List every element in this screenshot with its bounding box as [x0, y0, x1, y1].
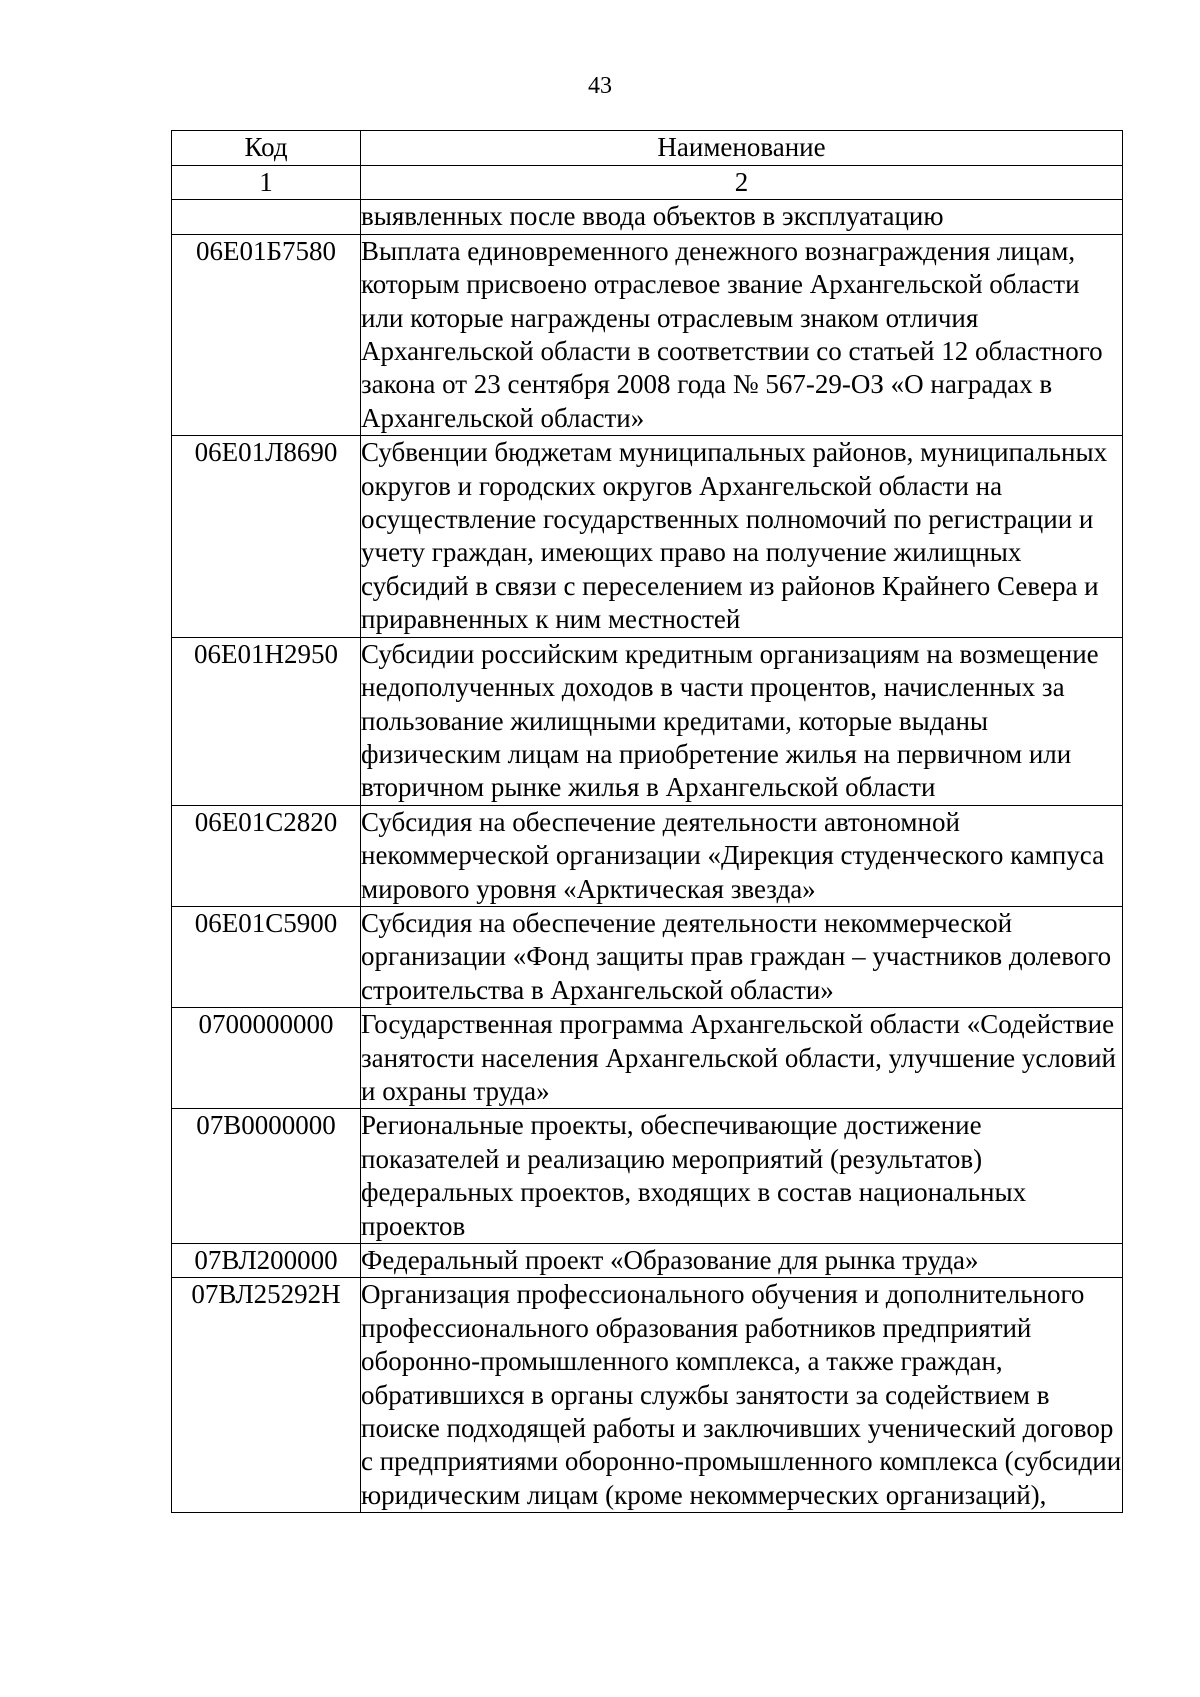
header-name: Наименование: [361, 131, 1123, 166]
row-name: Региональные проекты, обеспечивающие достижение показателей и реализацию мероприятий (результатов) федеральных проектов, входящих в состав национальных проектов: [361, 1109, 1123, 1244]
table-row: [172, 200, 1123, 234]
header-code: Код: [172, 131, 361, 166]
page-number: 43: [588, 73, 612, 99]
table-row: [172, 1244, 1123, 1278]
table-row: [172, 805, 1123, 906]
row-code: 07ВЛ25292Н: [172, 1278, 361, 1513]
column-number-name: 2: [361, 166, 1123, 200]
column-number-code: 1: [172, 166, 361, 200]
table-row: [172, 1008, 1123, 1109]
table-row: [172, 637, 1123, 805]
row-code: 07В0000000: [172, 1109, 361, 1244]
table-row: [172, 1109, 1123, 1244]
row-name: Федеральный проект «Образование для рынка труда»: [361, 1244, 1123, 1278]
row-code: 06Е01С5900: [172, 906, 361, 1007]
row-name: Субсидия на обеспечение деятельности некоммерческой организации «Фонд защиты прав граждан – участников долевого строительства в Архангельской области»: [361, 906, 1123, 1007]
row-code: 06Е01С2820: [172, 805, 361, 906]
row-code: 07ВЛ200000: [172, 1244, 361, 1278]
row-name: Выплата единовременного денежного вознаграждения лицам, которым присвоено отраслевое звание Архангельской области или которые награждены отраслевым знаком отличия Архангельской области в соответствии со статьей 12 областного закона от 23 сентября 2008 года № 567-29-ОЗ «О наградах в Архангельской области»: [361, 234, 1123, 435]
table-row: [172, 436, 1123, 637]
row-name: Государственная программа Архангельской области «Содействие занятости населения Архангельской области, улучшение условий и охраны труда»: [361, 1008, 1123, 1109]
row-code: [172, 200, 361, 234]
row-code: 0700000000: [172, 1008, 361, 1109]
row-name: Субсидия на обеспечение деятельности автономной некоммерческой организации «Дирекция студенческого кампуса мирового уровня «Арктическая звезда»: [361, 805, 1123, 906]
row-name: Организация профессионального обучения и дополнительного профессионального образования работников предприятий оборонно-промышленного комплекса, а также граждан, обратившихся в органы службы занятости за содействием в поиске подходящей работы и заключивших ученический договор с предприятиями оборонно-промышленного комплекса (субсидии юридическим лицам (кроме некоммерческих организаций),: [361, 1278, 1123, 1513]
column-number-row: [172, 166, 1123, 200]
table-header-row: [172, 131, 1123, 166]
row-code: 06Е01Н2950: [172, 637, 361, 805]
row-name: выявленных после ввода объектов в эксплуатацию: [361, 200, 1123, 234]
budget-code-table: [171, 130, 1123, 1513]
table-row: [172, 234, 1123, 435]
row-code: 06Е01Б7580: [172, 234, 361, 435]
row-name: Субсидии российским кредитным организациям на возмещение недополученных доходов в части процентов, начисленных за пользование жилищными кредитами, которые выданы физическим лицам на приобретение жилья на первичном или вторичном рынке жилья в Архангельской области: [361, 637, 1123, 805]
table-row: [172, 906, 1123, 1007]
row-name: Субвенции бюджетам муниципальных районов, муниципальных округов и городских округов Архангельской области на осуществление государственных полномочий по регистрации и учету граждан, имеющих право на получение жилищных субсидий в связи с переселением из районов Крайнего Севера и приравненных к ним местностей: [361, 436, 1123, 637]
row-code: 06Е01Л8690: [172, 436, 361, 637]
table-row: [172, 1278, 1123, 1513]
